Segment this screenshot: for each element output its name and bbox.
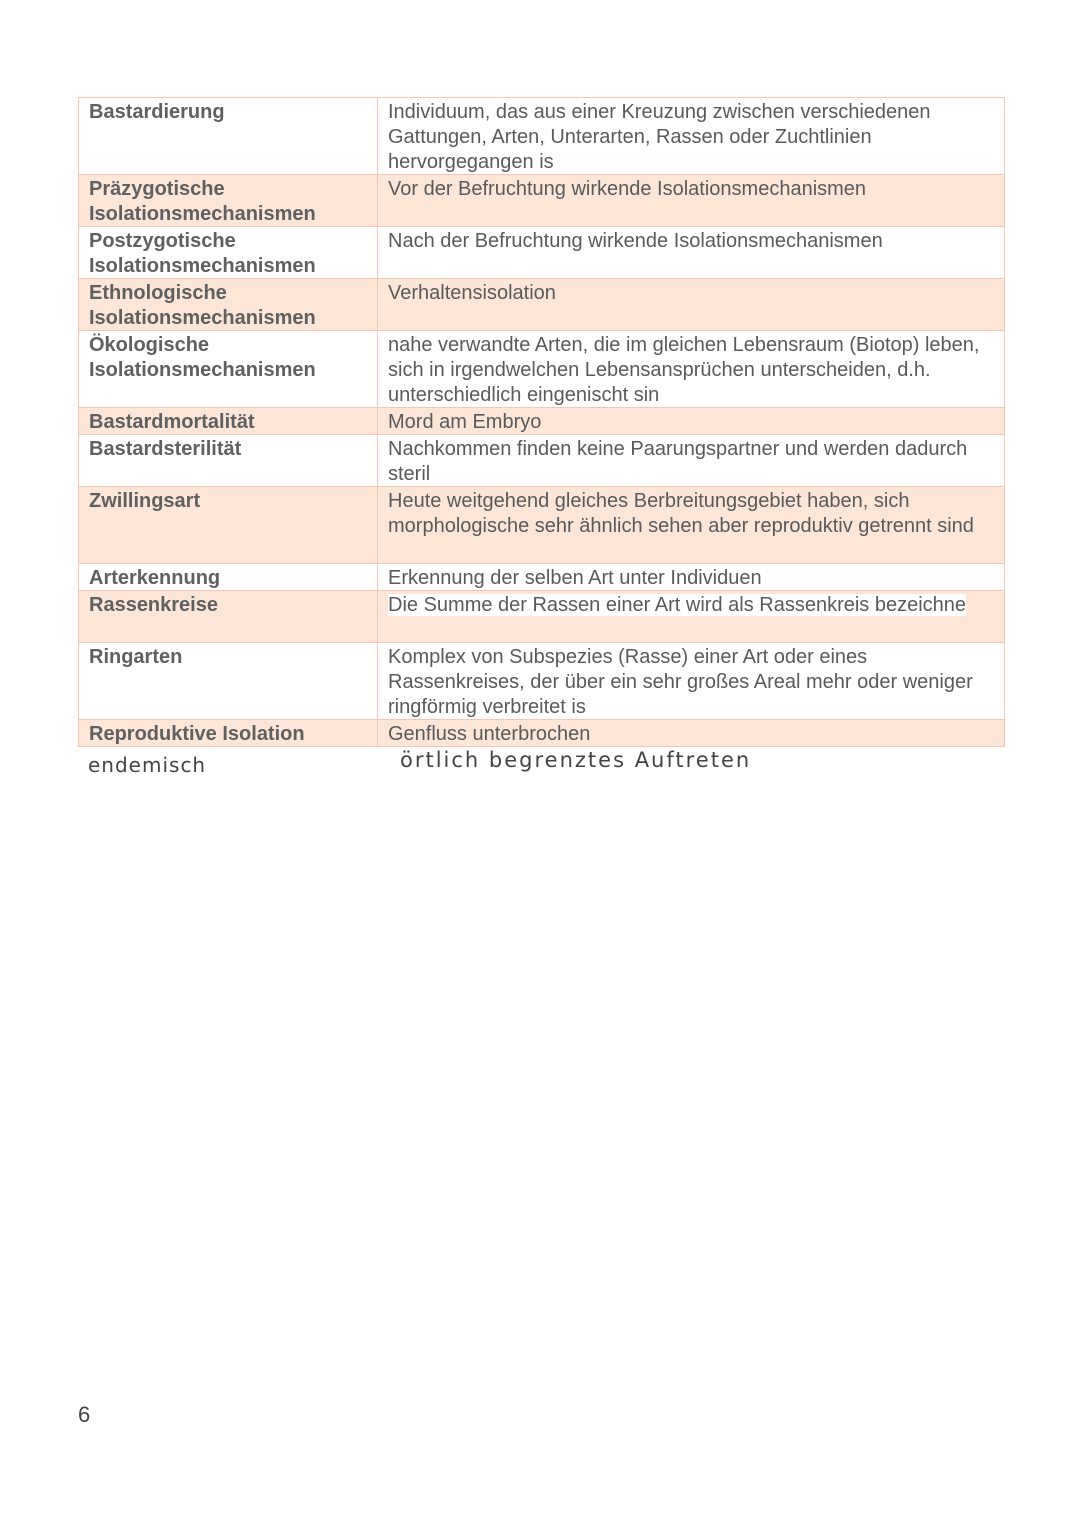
definition-cell: Nachkommen finden keine Paarungspartner und werden dadurch steril [388,438,968,485]
definition-cell [378,591,1004,642]
glossary-table [78,97,1005,747]
table-row [79,330,1004,407]
term-cell: Bastardsterilität [79,435,378,486]
table-row [79,278,1004,330]
table-row [79,719,1004,746]
term-cell: Präzygotische Isolationsmechanismen [79,175,378,226]
table-row [79,563,1004,590]
table-row [79,486,1004,563]
table-row [79,226,1004,278]
table-row [79,434,1004,486]
definition-cell: Verhaltensisolation [388,282,556,304]
term-cell: Bastardmortalität [79,408,378,434]
definition-cell: nahe verwandte Arten, die im gleichen Lebensraum (Biotop) leben, sich in irgendwelchen Lebensansprüchen unterscheiden, d.h. unterschiedlich eingenischt sin [388,334,980,406]
definition-cell: Vor der Befruchtung wirkende Isolationsmechanismen [388,178,867,200]
table-row [79,98,1004,174]
definition-cell: Mord am Embryo [388,411,542,433]
page-number: 6 [78,1402,91,1427]
term-cell: Ringarten [79,643,378,719]
definition-cell: Komplex von Subspezies (Rasse) einer Art oder eines Rassenkreises, der über ein sehr großes Areal mehr oder weniger ringförmig verbreitet is [388,646,973,718]
term-cell: Arterkennung [79,564,378,590]
term-cell: Ethnologische Isolationsmechanismen [79,279,378,330]
definition-cell: Erkennung der selben Art unter Individuen [388,567,762,589]
table-row [79,174,1004,226]
definition-cell: Nach der Befruchtung wirkende Isolationsmechanismen [388,230,883,252]
handwritten-term: endemisch [88,753,207,777]
handwritten-definition: örtlich begrenztes Auftreten [400,748,752,772]
definition-cell: Individuum, das aus einer Kreuzung zwischen verschiedenen Gattungen, Arten, Unterarten, Rassen oder Zuchtlinien hervorgegangen is [388,101,931,173]
term-cell: Zwillingsart [79,487,378,563]
definition-cell: Heute weitgehend gleiches Berbreitungsgebiet haben, sich morphologische sehr ähnlich sehen aber reproduktiv getrennt sind [388,490,974,537]
term-cell: Rassenkreise [79,591,378,642]
definition-cell: Genfluss unterbrochen [388,723,591,745]
term-cell: Reproduktive Isolation [79,720,378,746]
table-row [79,642,1004,719]
table-row [79,407,1004,434]
term-cell: Bastardierung [79,98,378,174]
term-cell: Ökologische Isolationsmechanismen [79,331,378,407]
table-row [79,590,1004,642]
term-cell: Postzygotische Isolationsmechanismen [79,227,378,278]
highlighted-definition: Die Summe der Rassen einer Art wird als Rassenkreis bezeichne [388,594,967,616]
